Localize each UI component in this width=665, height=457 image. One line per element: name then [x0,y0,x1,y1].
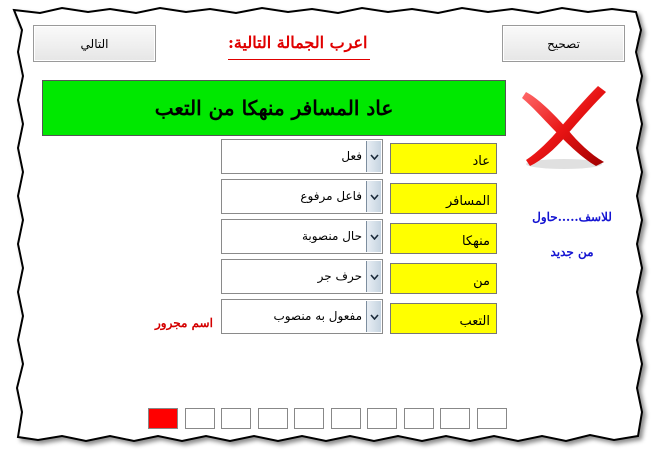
feedback-message-line1: للاسف.....حاول [532,210,612,224]
correct-answer-hint: اسم مجرور [155,316,213,330]
progress-cell [294,408,324,429]
chevron-down-icon[interactable] [366,301,381,332]
chevron-down-icon[interactable] [366,141,381,172]
dropdown-value: فاعل مرفوع [300,189,362,203]
chevron-down-icon[interactable] [366,221,381,252]
red-x-icon [516,78,612,174]
word-cell: عاد [390,143,497,174]
chevron-down-icon[interactable] [366,261,381,292]
dropdown-value: مفعول به منصوب [273,309,362,323]
parse-dropdown[interactable] [221,219,383,254]
dropdown-value: حال منصوبة [301,229,362,243]
progress-cell [185,408,215,429]
parse-dropdown[interactable] [221,259,383,294]
progress-cell [258,408,288,429]
sentence-box: عاد المسافر منهكا من التعب [42,80,506,136]
progress-cell [440,408,470,429]
progress-cell [367,408,397,429]
progress-cell [331,408,361,429]
word-cell: التعب [390,303,497,334]
dropdown-value: حرف جر [317,269,362,283]
next-button[interactable]: التالي [33,25,156,62]
chevron-down-icon[interactable] [366,181,381,212]
parse-dropdown[interactable] [221,299,383,334]
correct-button[interactable]: تصحيح [502,25,625,62]
instruction-title: اعرب الجمالة التالية: [228,33,368,52]
instruction-underline [228,59,370,60]
progress-cell [221,408,251,429]
word-cell: منهكا [390,223,497,254]
word-cell: من [390,263,497,294]
parse-dropdown[interactable] [221,139,383,174]
parse-dropdown[interactable] [221,179,383,214]
feedback-message-line2: من جديد [550,245,594,259]
progress-cell [404,408,434,429]
word-cell: المسافر [390,183,497,214]
progress-cell [148,408,178,429]
dropdown-value: فعل [341,149,362,163]
progress-cell [477,408,507,429]
